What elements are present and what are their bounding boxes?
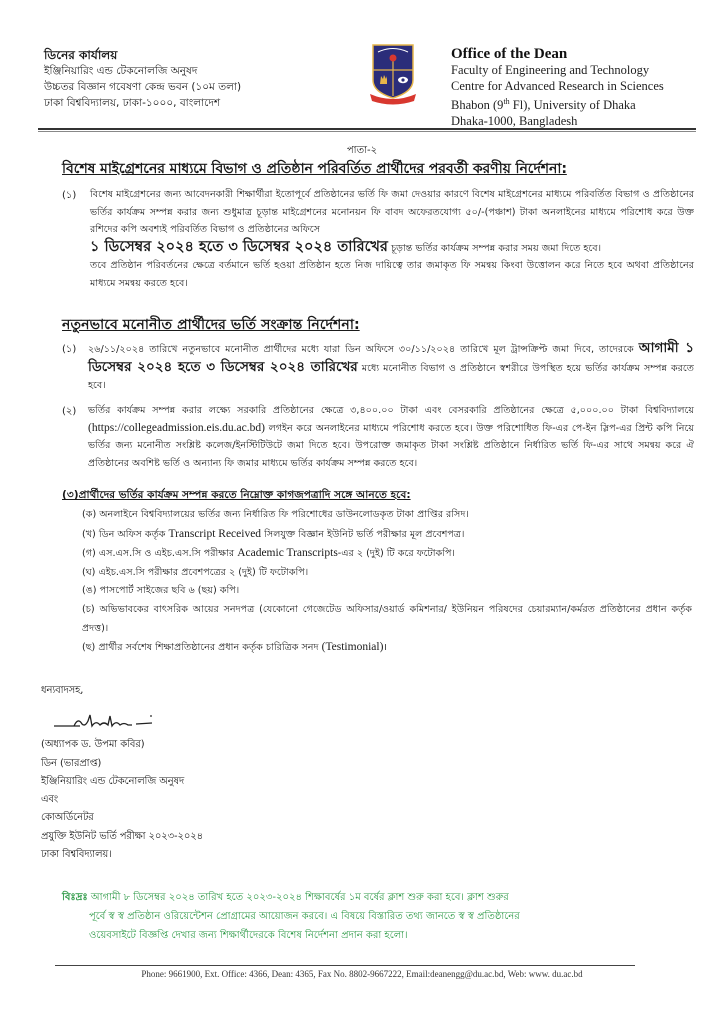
signatory-line: ঢাকা বিশ্ববিদ্যালয়। [41, 849, 112, 861]
document-text-english: Academic Transcripts [237, 547, 338, 560]
notice-line: পূর্বে স্ব স্ব প্রতিষ্ঠান ওরিয়েন্টেশন প্রোগ্রামের আয়োজন করবে। এ বিষয়ে বিস্তারিত তথ্য জানতে স্ব স্ব প্রতিষ্ঠানের [89, 911, 520, 922]
document-item [82, 506, 692, 525]
document-text-english: (Testimonial) [321, 641, 384, 654]
nominee-instruction-1 [88, 340, 694, 395]
item-number: (২) [62, 406, 77, 417]
address-part: Bhabon (9 [451, 98, 504, 113]
item-number: (১) [62, 344, 77, 355]
signatory-name: (অধ্যাপক ড. উপমা কবির) [41, 739, 145, 751]
document-item [82, 601, 692, 638]
required-documents-heading: (৩)প্রার্থীদের ভর্তির কার্যক্রম সম্পন্ন করতে নিম্নোক্ত কাগজপত্রাদি সঙ্গে আনতে হবে: [62, 489, 411, 501]
header-divider [38, 128, 696, 130]
signatory-line: প্রযুক্তি ইউনিট ভর্তি পরীক্ষা ২০২৩-২০২৪ [41, 830, 204, 842]
faculty-name: Faculty of Engineering and Technology [451, 63, 650, 77]
header-divider-thin [38, 131, 696, 132]
contact-footer: Phone: 9661900, Ext. Office: 4366, Dean: 4365, Fax No. 8802-9667222, Email:deanengg@du.ac.bd, Web: www. du.ac.bd [141, 969, 583, 979]
building-address [451, 94, 664, 114]
nominee-instruction-2 [88, 402, 694, 472]
document-text: (ঙ) পাসপোর্ট সাইজের ছবি ৬ (ছয়) কপি। [82, 585, 240, 597]
item-number: (১) [62, 190, 77, 201]
document-item [82, 638, 692, 658]
document-text: (গ) এস.এস.সি ও এইচ.এস.সি পরীক্ষার [82, 548, 238, 560]
instruction-text: মধ্যে মনোনীত বিভাগ ও প্রতিষ্ঠানে স্বশরীরে উপস্থিত হয়ে ভর্তির কার্যক্রম সম্পন্ন করতে হবে। [88, 362, 694, 391]
document-item [82, 525, 692, 545]
instruction-text: চূড়ান্ত ভর্তির কার্যক্রম সম্পন্ন করার সময় জমা দিতে হবে। [387, 242, 602, 254]
office-header-bangla [44, 47, 241, 111]
header-bangla-line: ইঞ্জিনিয়ারিং এন্ড টেকনোলজি অনুষদ [44, 65, 198, 77]
document-item [82, 564, 692, 583]
notice-text: আগামী ৮ ডিসেম্বর ২০২৪ তারিখ হতে ২০২৩-২০২৪ শিক্ষাবর্ষের ১ম বর্ষের ক্লাশ শুরু করা হবে। ক্লাশ শুরুর [87, 892, 509, 903]
document-item [82, 544, 692, 564]
header-bangla-line: ঢাকা বিশ্ববিদ্যালয়, ঢাকা-১০০০, বাংলাদেশ [44, 97, 221, 109]
admission-portal-link[interactable]: (https://collegeadmission.eis.du.ac.bd) [88, 421, 265, 434]
document-item [82, 582, 692, 601]
date-range-highlight: আগামী ১ ডিসেম্বর ২০২৪ হতে ৩ ডিসেম্বর ২০২৪ তারিখের [88, 340, 694, 375]
notice-line: ওয়েবসাইটে বিজ্ঞপ্তি দেখার জন্য শিক্ষার্থীদেরকে বিশেষ নির্দেশনা প্রদান করা হলো। [89, 930, 408, 941]
city-address: Dhaka-1000, Bangladesh [451, 113, 578, 128]
header-bangla-line: উচ্চতর বিজ্ঞান গবেষণা কেন্দ্র ভবন (১০ম তলা) [44, 81, 242, 93]
signatory-line: ডিন (ভারপ্রাপ্ত) [41, 757, 102, 769]
instruction-text: বিশেষ মাইগ্রেশনের জন্য আবেদনকারী শিক্ষার্থীরা ইতোপূর্বে প্রতিষ্ঠানের ভর্তি ফি জমা দেওয়ার কারণে বিশেষ মাইগ্রেশনের মাধ্যমে পরিবর্তিত বিভাগ ও প্রতিষ্ঠানের ভর্তির কার্যক্রম সম্পন্ন করার জন্য শুধুমাত্র চূড়ান্ত মাইগ্রেশনের মনোনয়ন ফি বাবদ অফেরতযোগ্য ৫০/-(পঞ্চাশ) টাকা অনলাইনের মাধ্যমে পরিশোধ করে উক্ত রশিদের কপি অবশ্যই পরিবর্তিত বিভাগ ও প্রতিষ্ঠানের অফিসে [90, 189, 694, 235]
document-text: (ছ) প্রার্থীর সর্বশেষ শিক্ষাপ্রতিষ্ঠানের প্রধান কর্তৃক চারিত্রিক সনদ [82, 642, 322, 654]
signature-block [41, 682, 203, 864]
signatory-line: কোঅর্ডিনেটর [41, 812, 94, 824]
address-part: Fl), University of Dhaka [509, 98, 636, 113]
migration-instruction [90, 186, 694, 292]
document-text: (ঘ) এইচ.এস.সি পরীক্ষার প্রবেশপত্রের ২ (দুই) টি ফটোকপি। [82, 566, 309, 578]
document-text: (খ) ডিন অফিস কর্তৃক [82, 528, 169, 540]
instruction-text: ভর্তির কার্যক্রম সম্পন্ন করার লক্ষ্যে সরকারি প্রতিষ্ঠানের ক্ষেত্রে ৩,৪০০.০০ টাকা এবং বেসরকারি প্রতিষ্ঠানের ক্ষেত্রে ৫,০০০.০০ টাকা বিশ্ববিদ্যালয়ে [88, 405, 694, 416]
document-text: (চ) অভিভাবকের বাৎসরিক আয়ের সনদপত্র (যেকোনো গেজেটেড অফিসার/ওয়ার্ড কমিশনার/ ইউনিয়ন পরিষদের চেয়ারম্যান/কর্মরত প্রতিষ্ঠানের প্রধান কর্তৃক প্রদত্ত)। [82, 603, 692, 634]
signatory-line: ইঞ্জিনিয়ারিং এন্ড টেকনোলজি অনুষদ [41, 775, 185, 787]
office-title-english: Office of the Dean [451, 46, 568, 62]
document-text: -এর ২ (দুই) টি করে ফটোকপি। [337, 548, 455, 560]
date-range-highlight: ১ ডিসেম্বর ২০২৪ হতে ৩ ডিসেম্বর ২০২৪ তারিখের [90, 238, 388, 255]
office-header-english [451, 45, 664, 129]
footer-divider [55, 965, 635, 966]
document-text: (ক) অনলাইনে বিশ্ববিদ্যালয়ের ভর্তির জন্য নির্ধারিত ফি পরিশোধের ডাউনলোডকৃত টাকা প্রাপ্তির রসিদ। [82, 509, 469, 520]
document-text: । [383, 642, 388, 654]
centre-name: Centre for Advanced Research in Sciences [451, 78, 664, 93]
notice-block [62, 888, 702, 945]
page-number: পাতা-২ [346, 145, 378, 156]
address-sup: th [503, 97, 510, 106]
handwritten-signature-icon [52, 711, 162, 733]
university-crest-icon [368, 42, 418, 106]
section-heading-new-nominees: নতুনভাবে মনোনীত প্রার্থীদের ভর্তি সংক্রান্ত নির্দেশনা: [62, 317, 360, 333]
instruction-text: ২৬/১১/২০২৪ তারিখে নতুনভাবে মনোনীত প্রার্থীদের মধ্যে যারা ডিন অফিসে ৩০/১১/২০২৪ তারিখে মূল ট্রান্সক্রিপ্ট জমা দিবে, তাদেরকে [88, 344, 639, 355]
instruction-text: লগইন করে অনলাইনের মাধ্যমে পরিশোধ করতে হবে। উক্ত পরিশোধিত ফি-এর পে-ইন স্লিপ-এর প্রিন্ট কপি নিয়ে ভর্তির জন্য মনোনীত সংশ্লিষ্ট কলেজ/ইনস্টিটিউটে জমা দিতে হবে। উপরোক্ত জমাকৃত টাকা সংশ্লিষ্ট প্রতিষ্ঠানে নির্ধারিত ভর্তি ফি-এর সাথে সমন্বয় করে ঐ প্রতিষ্ঠানের অবশিষ্ট ভর্তি ও অন্যান্য ফি জমার মাধ্যমে ভর্তির কার্যক্রম সম্পন্ন করতে হবে। [88, 422, 694, 469]
required-documents-list [82, 506, 692, 658]
notice-label: বিঃদ্রঃ [62, 892, 88, 903]
office-title-bangla: ডিনের কার্যালয় [44, 48, 118, 62]
section-heading-special-migration: বিশেষ মাইগ্রেশনের মাধ্যমে বিভাগ ও প্রতিষ্ঠান পরিবর্তিত প্রার্থীদের পরবর্তী করণীয় নির্দেশনা: [62, 161, 567, 177]
signatory-line: এবং [41, 794, 59, 806]
notice-line [62, 888, 702, 907]
document-text: সিলযুক্ত বিজ্ঞান ইউনিট ভর্তি পরীক্ষার মূল প্রবেশপত্র। [261, 528, 465, 540]
document-text-english: Transcript Received [168, 527, 262, 540]
closing-greeting: ধন্যবাদসহ, [41, 685, 84, 696]
instruction-text: তবে প্রতিষ্ঠান পরিবর্তনের ক্ষেত্রে বর্তমানে ভর্তি হওয়া প্রতিষ্ঠান হতে নিজ দায়িত্বে তার জমাকৃত ফি সমন্বয় কিংবা উত্তোলন করে নিতে হবে অথবা প্রতিষ্ঠানের মাধ্যমে সমন্বয় করতে হবে। [90, 260, 694, 289]
